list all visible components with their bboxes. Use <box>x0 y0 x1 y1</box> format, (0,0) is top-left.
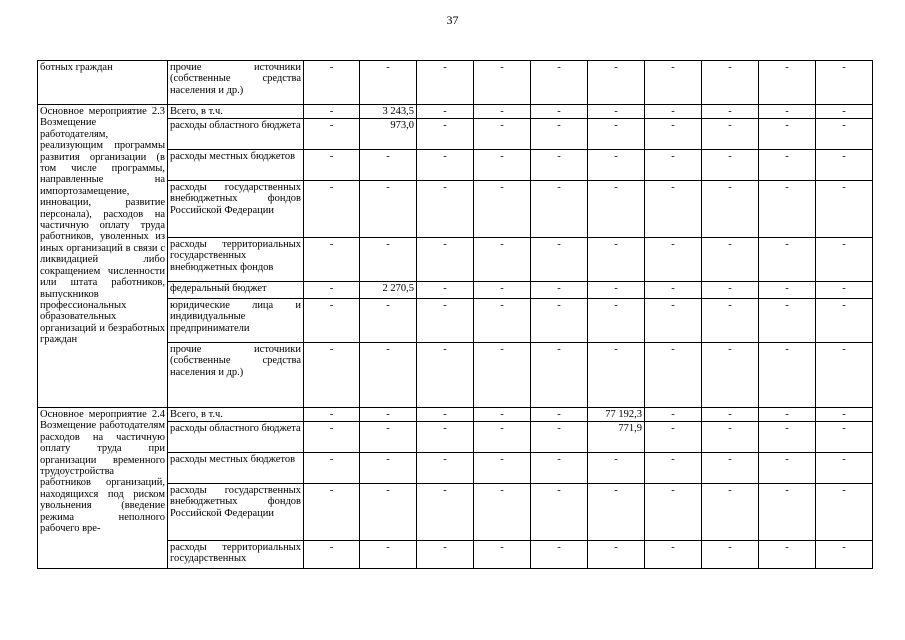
value-cell: - <box>816 61 873 105</box>
budget-table <box>37 60 873 569</box>
value-cell: - <box>360 453 417 484</box>
value-cell: - <box>474 119 531 150</box>
value-cell: - <box>702 541 759 569</box>
value-cell: - <box>645 453 702 484</box>
value-cell: - <box>759 299 816 343</box>
value-cell: - <box>531 343 588 408</box>
value-cell: - <box>702 150 759 181</box>
value-cell: - <box>816 238 873 282</box>
value-cell: - <box>645 238 702 282</box>
value-cell: - <box>588 282 645 299</box>
value-cell: - <box>816 484 873 541</box>
value-cell: - <box>645 105 702 119</box>
value-cell: - <box>816 282 873 299</box>
table-row <box>38 105 873 119</box>
value-cell: - <box>645 484 702 541</box>
value-cell: - <box>417 238 474 282</box>
value-cell: - <box>304 453 360 484</box>
value-cell: - <box>304 61 360 105</box>
value-cell: - <box>702 119 759 150</box>
value-cell: - <box>759 343 816 408</box>
value-cell: - <box>588 238 645 282</box>
value-cell: - <box>531 150 588 181</box>
value-cell: - <box>360 541 417 569</box>
value-cell: - <box>360 238 417 282</box>
activity-cell: Основное мероприятие 2.4 Возмещение работодателям расходов на частичную оплату труда при организации временного трудоустройства работников организаций, находящихся под риском увольнения (введение режима неполного рабочего вре- <box>38 408 168 569</box>
value-cell: - <box>759 61 816 105</box>
value-cell: - <box>645 408 702 422</box>
table-row <box>38 61 873 105</box>
funding-source-cell: расходы областного бюджета <box>168 422 304 453</box>
value-cell: - <box>702 282 759 299</box>
value-cell: - <box>417 282 474 299</box>
value-cell: - <box>474 61 531 105</box>
value-cell: - <box>417 61 474 105</box>
value-cell: - <box>474 282 531 299</box>
value-cell: - <box>474 408 531 422</box>
value-cell: - <box>360 150 417 181</box>
value-cell: 77 192,3 <box>588 408 645 422</box>
value-cell: - <box>531 541 588 569</box>
value-cell: - <box>645 541 702 569</box>
value-cell: - <box>304 541 360 569</box>
value-cell: - <box>531 105 588 119</box>
page-number: 37 <box>446 13 459 27</box>
value-cell: - <box>531 119 588 150</box>
value-cell: - <box>474 105 531 119</box>
value-cell: - <box>645 61 702 105</box>
value-cell: - <box>417 343 474 408</box>
value-cell: - <box>816 408 873 422</box>
value-cell: - <box>474 181 531 238</box>
funding-source-cell: расходы местных бюджетов <box>168 453 304 484</box>
value-cell: - <box>759 408 816 422</box>
value-cell: - <box>759 422 816 453</box>
value-cell: - <box>474 238 531 282</box>
value-cell: - <box>304 408 360 422</box>
value-cell: - <box>531 422 588 453</box>
table-row <box>38 408 873 422</box>
value-cell: - <box>702 422 759 453</box>
funding-source-cell: расходы территориальных государственных <box>168 541 304 569</box>
value-cell: - <box>588 453 645 484</box>
funding-source-cell: федеральный бюджет <box>168 282 304 299</box>
value-cell: - <box>588 299 645 343</box>
value-cell: - <box>417 422 474 453</box>
value-cell: - <box>531 299 588 343</box>
value-cell: - <box>816 343 873 408</box>
value-cell: - <box>588 343 645 408</box>
funding-source-cell: расходы территориальных государственных внебюджетных фондов <box>168 238 304 282</box>
value-cell: - <box>588 541 645 569</box>
value-cell: - <box>304 150 360 181</box>
funding-source-cell: расходы государственных внебюджетных фондов Российской Федерации <box>168 484 304 541</box>
value-cell: - <box>759 181 816 238</box>
value-cell: - <box>645 299 702 343</box>
value-cell: - <box>304 299 360 343</box>
value-cell: - <box>702 299 759 343</box>
value-cell: - <box>474 150 531 181</box>
value-cell: - <box>360 484 417 541</box>
value-cell: - <box>816 181 873 238</box>
value-cell: - <box>759 150 816 181</box>
funding-source-cell: расходы государственных внебюджетных фондов Российской Федерации <box>168 181 304 238</box>
value-cell: - <box>304 181 360 238</box>
value-cell: - <box>304 119 360 150</box>
value-cell: - <box>759 541 816 569</box>
value-cell: - <box>702 181 759 238</box>
value-cell: - <box>417 181 474 238</box>
value-cell: - <box>474 484 531 541</box>
funding-source-cell: прочие источники (собственные средства населения и др.) <box>168 61 304 105</box>
value-cell: - <box>474 343 531 408</box>
value-cell: - <box>816 150 873 181</box>
value-cell: - <box>417 299 474 343</box>
value-cell: - <box>474 422 531 453</box>
value-cell: - <box>816 105 873 119</box>
value-cell: 2 270,5 <box>360 282 417 299</box>
value-cell: - <box>588 105 645 119</box>
value-cell: - <box>360 343 417 408</box>
value-cell: - <box>417 150 474 181</box>
value-cell: - <box>759 119 816 150</box>
value-cell: - <box>645 422 702 453</box>
value-cell: - <box>759 238 816 282</box>
value-cell: - <box>531 453 588 484</box>
value-cell: - <box>360 61 417 105</box>
value-cell: - <box>360 181 417 238</box>
value-cell: - <box>417 408 474 422</box>
value-cell: - <box>588 484 645 541</box>
value-cell: 3 243,5 <box>360 105 417 119</box>
table-body <box>38 61 873 569</box>
value-cell: - <box>702 105 759 119</box>
value-cell: - <box>417 105 474 119</box>
value-cell: - <box>417 119 474 150</box>
value-cell: - <box>304 484 360 541</box>
value-cell: - <box>474 541 531 569</box>
value-cell: - <box>759 484 816 541</box>
value-cell: - <box>531 181 588 238</box>
value-cell: - <box>304 282 360 299</box>
value-cell: - <box>531 61 588 105</box>
value-cell: - <box>474 453 531 484</box>
activity-cell: ботных граждан <box>38 61 168 105</box>
value-cell: - <box>645 343 702 408</box>
value-cell: - <box>304 105 360 119</box>
value-cell: - <box>417 453 474 484</box>
value-cell: - <box>816 299 873 343</box>
funding-source-cell: расходы местных бюджетов <box>168 150 304 181</box>
value-cell: - <box>417 484 474 541</box>
value-cell: - <box>360 299 417 343</box>
funding-source-cell: расходы областного бюджета <box>168 119 304 150</box>
value-cell: - <box>702 484 759 541</box>
value-cell: - <box>816 422 873 453</box>
value-cell: - <box>702 238 759 282</box>
value-cell: - <box>588 61 645 105</box>
value-cell: - <box>588 119 645 150</box>
value-cell: - <box>759 105 816 119</box>
value-cell: - <box>360 422 417 453</box>
value-cell: - <box>702 343 759 408</box>
value-cell: - <box>645 119 702 150</box>
value-cell: - <box>702 408 759 422</box>
value-cell: 771,9 <box>588 422 645 453</box>
activity-cell: Основное мероприятие 2.3 Возмещение работодателям, реализующим программы развития организации (в том числе программы, направленные на импортозамещение, инновации, развитие персонала), расходов на частичную оплату труда работников, уволенных из иных организаций в связи с ликвидацией либо сокращением численности или штата работников, выпускников профессиональных образовательных организаций и безработных граждан <box>38 105 168 408</box>
value-cell: - <box>816 119 873 150</box>
funding-source-cell: юридические лица и индивидуальные предприниматели <box>168 299 304 343</box>
value-cell: - <box>588 150 645 181</box>
value-cell: - <box>759 282 816 299</box>
value-cell: - <box>759 453 816 484</box>
value-cell: - <box>304 343 360 408</box>
value-cell: - <box>702 61 759 105</box>
value-cell: - <box>360 408 417 422</box>
funding-source-cell: Всего, в т.ч. <box>168 105 304 119</box>
value-cell: - <box>474 299 531 343</box>
value-cell: - <box>417 541 474 569</box>
value-cell: - <box>531 484 588 541</box>
value-cell: - <box>816 453 873 484</box>
value-cell: - <box>645 181 702 238</box>
value-cell: - <box>645 150 702 181</box>
value-cell: 973,0 <box>360 119 417 150</box>
value-cell: - <box>304 422 360 453</box>
value-cell: - <box>531 282 588 299</box>
funding-source-cell: прочие источники (собственные средства населения и др.) <box>168 343 304 408</box>
value-cell: - <box>588 181 645 238</box>
value-cell: - <box>816 541 873 569</box>
value-cell: - <box>304 238 360 282</box>
value-cell: - <box>531 408 588 422</box>
value-cell: - <box>645 282 702 299</box>
value-cell: - <box>531 238 588 282</box>
funding-source-cell: Всего, в т.ч. <box>168 408 304 422</box>
value-cell: - <box>702 453 759 484</box>
